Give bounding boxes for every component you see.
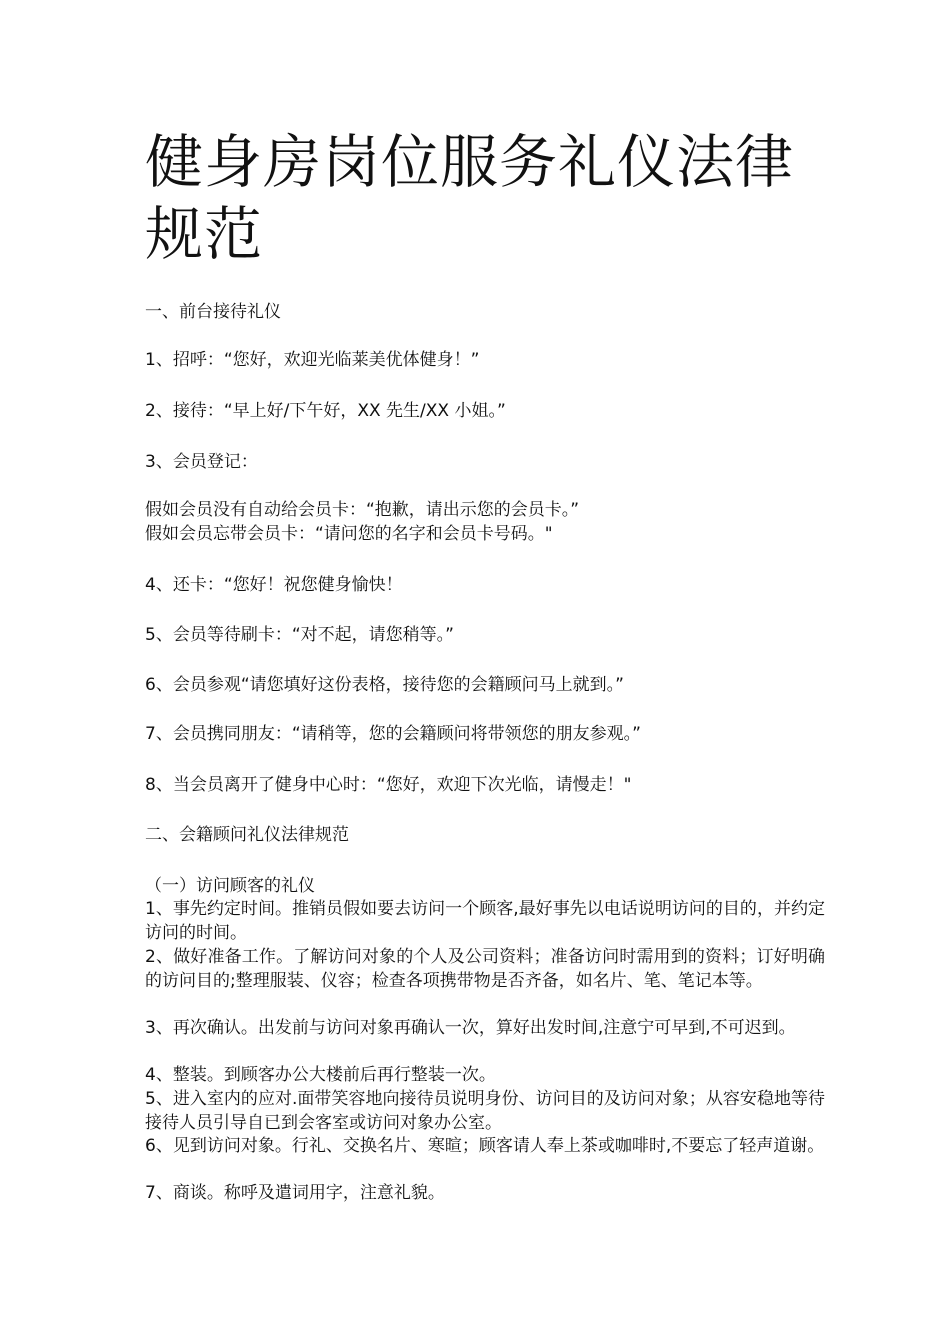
section-heading: 一、前台接待礼仪 bbox=[145, 302, 281, 322]
list-item: 5、会员等待刷卡：“对不起，请您稍等。” bbox=[145, 625, 454, 645]
paragraph: 3、再次确认。出发前与访问对象再确认一次，算好出发时间,注意宁可早到,不可迟到。 bbox=[145, 1018, 796, 1038]
list-item: 4、还卡：“您好！祝您健身愉快！ bbox=[145, 575, 403, 595]
list-item: 2、接待：“早上好/下午好，XX 先生/XX 小姐。” bbox=[145, 401, 506, 421]
list-item: 6、会员参观“请您填好这份表格，接待您的会籍顾问马上就到。” bbox=[145, 675, 624, 695]
paragraph: 1、事先约定时间。推销员假如要去访问一个顾客,最好事先以电话说明访问的目的，并约定访问的时间。 bbox=[145, 899, 825, 943]
list-item: 8、当会员离开了健身中心时：“您好，欢迎下次光临，请慢走！" bbox=[145, 775, 632, 795]
paragraph: 2、做好准备工作。了解访问对象的个人及公司资料；准备访问时需用到的资料；订好明确的访问目的;整理服装、仪容；检查各项携带物是否齐备，如名片、笔、笔记本等。 bbox=[145, 947, 825, 991]
list-item: 3、会员登记： bbox=[145, 452, 258, 472]
document-title: 健身房岗位服务礼仪法律规范 bbox=[145, 128, 795, 268]
list-item: 1、招呼：“您好，欢迎光临莱美优体健身！” bbox=[145, 350, 480, 370]
paragraph: 5、进入室内的应对.面带笑容地向接待员说明身份、访问目的及访问对象；从容安稳地等待接待人员引导自已到会客室或访问对象办公室。 bbox=[145, 1089, 825, 1133]
list-item: 假如会员忘带会员卡：“请问您的名字和会员卡号码。" bbox=[145, 524, 553, 544]
paragraph: 6、见到访问对象。行礼、交换名片、寒暄；顾客请人奉上茶或咖啡时,不要忘了轻声道谢。 bbox=[145, 1136, 825, 1156]
paragraph: 7、商谈。称呼及遣词用字，注意礼貌。 bbox=[145, 1183, 445, 1203]
list-item: 7、会员携同朋友：“请稍等，您的会籍顾问将带领您的朋友参观。” bbox=[145, 724, 641, 744]
section-heading: 二、会籍顾问礼仪法律规范 bbox=[145, 825, 349, 845]
paragraph: 4、整装。到顾客办公大楼前后再行整装一次。 bbox=[145, 1065, 496, 1085]
list-item: 假如会员没有自动给会员卡：“抱歉，请出示您的会员卡。” bbox=[145, 500, 580, 520]
subsection-heading: （一）访问顾客的礼仪 bbox=[145, 876, 315, 896]
